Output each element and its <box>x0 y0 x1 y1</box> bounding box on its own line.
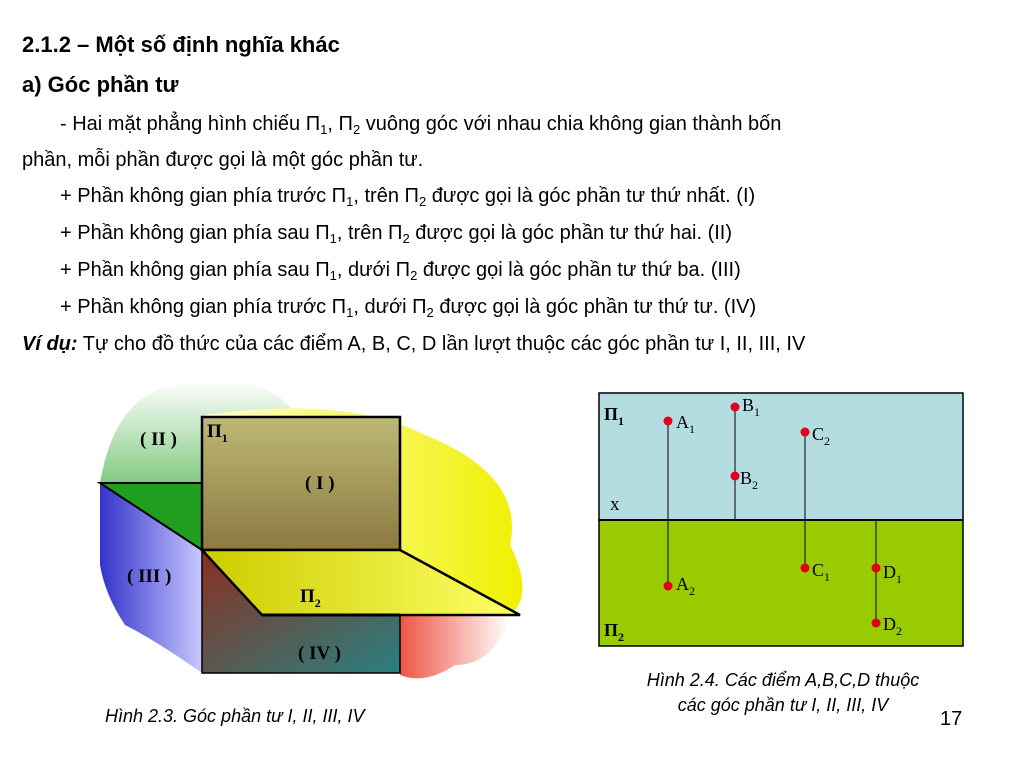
figure-epure <box>598 390 968 655</box>
figure-2-4-caption-line-1: Hình 2.4. Các điểm A,B,C,D thuộc <box>646 670 920 690</box>
bullet-quadrant-1: + Phần không gian phía trước $\Pi_1$, trên $\Pi_2$ được gọi là góc phần tư thứ nhất. (I) <box>60 185 756 209</box>
svg-text:D1: $D_1$ <box>883 562 902 586</box>
label-quadrant-3: ( III ) <box>127 566 172 587</box>
svg-text:D2: $D_2$ <box>883 614 902 638</box>
label-pi1: $\Pi_1$ <box>207 421 228 445</box>
figure-2-4-caption-line-2: các góc phần tư I, II, III, IV <box>677 695 889 715</box>
bullet-quadrant-2: + Phần không gian phía sau $\Pi_1$, trên $\Pi_2$ được gọi là góc phần tư thứ hai. (II) <box>60 222 733 246</box>
label-pi2: $\Pi_2$ <box>300 586 321 610</box>
subsection-heading: a) Góc phần tư <box>22 72 179 97</box>
epure-label-pi1: $\Pi_1$ <box>604 404 625 428</box>
plane-pi2-area <box>599 520 963 646</box>
svg-text:A2: $A_2$ <box>676 574 695 598</box>
page-number: 17 <box>940 708 963 730</box>
figure-quadrants-3d <box>95 365 545 710</box>
region-quadrant-4 <box>400 615 510 678</box>
intro-line-1: - Hai mặt phẳng hình chiếu $\Pi_1$, $\Pi_2$ vuông góc với nhau chia không gian thành bốn <box>60 113 782 137</box>
example-line: Ví dụ: Tự cho đồ thức của các điểm A, B, C, D lần lượt thuộc các góc phần tư I, II, III, IV <box>22 333 806 355</box>
svg-text:C1: $C_1$ <box>812 560 831 584</box>
epure-label-pi2: $\Pi_2$ <box>604 620 625 644</box>
label-quadrant-1: ( I ) <box>305 473 335 494</box>
example-label: Ví dụ: <box>22 333 78 355</box>
bullet-quadrant-3: + Phần không gian phía sau $\Pi_1$, dưới $\Pi_2$ được gọi là góc phần tư thứ ba. (III) <box>60 259 741 283</box>
section-heading: 2.1.2 – Một số định nghĩa khác <box>22 32 340 57</box>
label-quadrant-2: ( II ) <box>140 429 177 450</box>
bullet-quadrant-4: + Phần không gian phía trước $\Pi_1$, dưới $\Pi_2$ được gọi là góc phần tư thứ tư. (IV) <box>60 296 757 320</box>
plane-pi1-area <box>599 393 963 520</box>
svg-text:C2: $C_2$ <box>812 424 831 448</box>
epure-label-x: x <box>610 494 620 515</box>
svg-text:A1: $A_1$ <box>676 412 695 436</box>
label-quadrant-4: ( IV ) <box>298 643 341 664</box>
svg-text:B2: $B_2$ <box>740 468 759 492</box>
figure-2-3-caption: Hình 2.3. Góc phần tư I, II, III, IV <box>105 706 365 726</box>
plane-pi1-upper <box>202 417 400 550</box>
intro-line-2: phần, mỗi phần được gọi là một góc phần tư. <box>22 149 424 171</box>
svg-text:B1: $B_1$ <box>742 395 761 419</box>
